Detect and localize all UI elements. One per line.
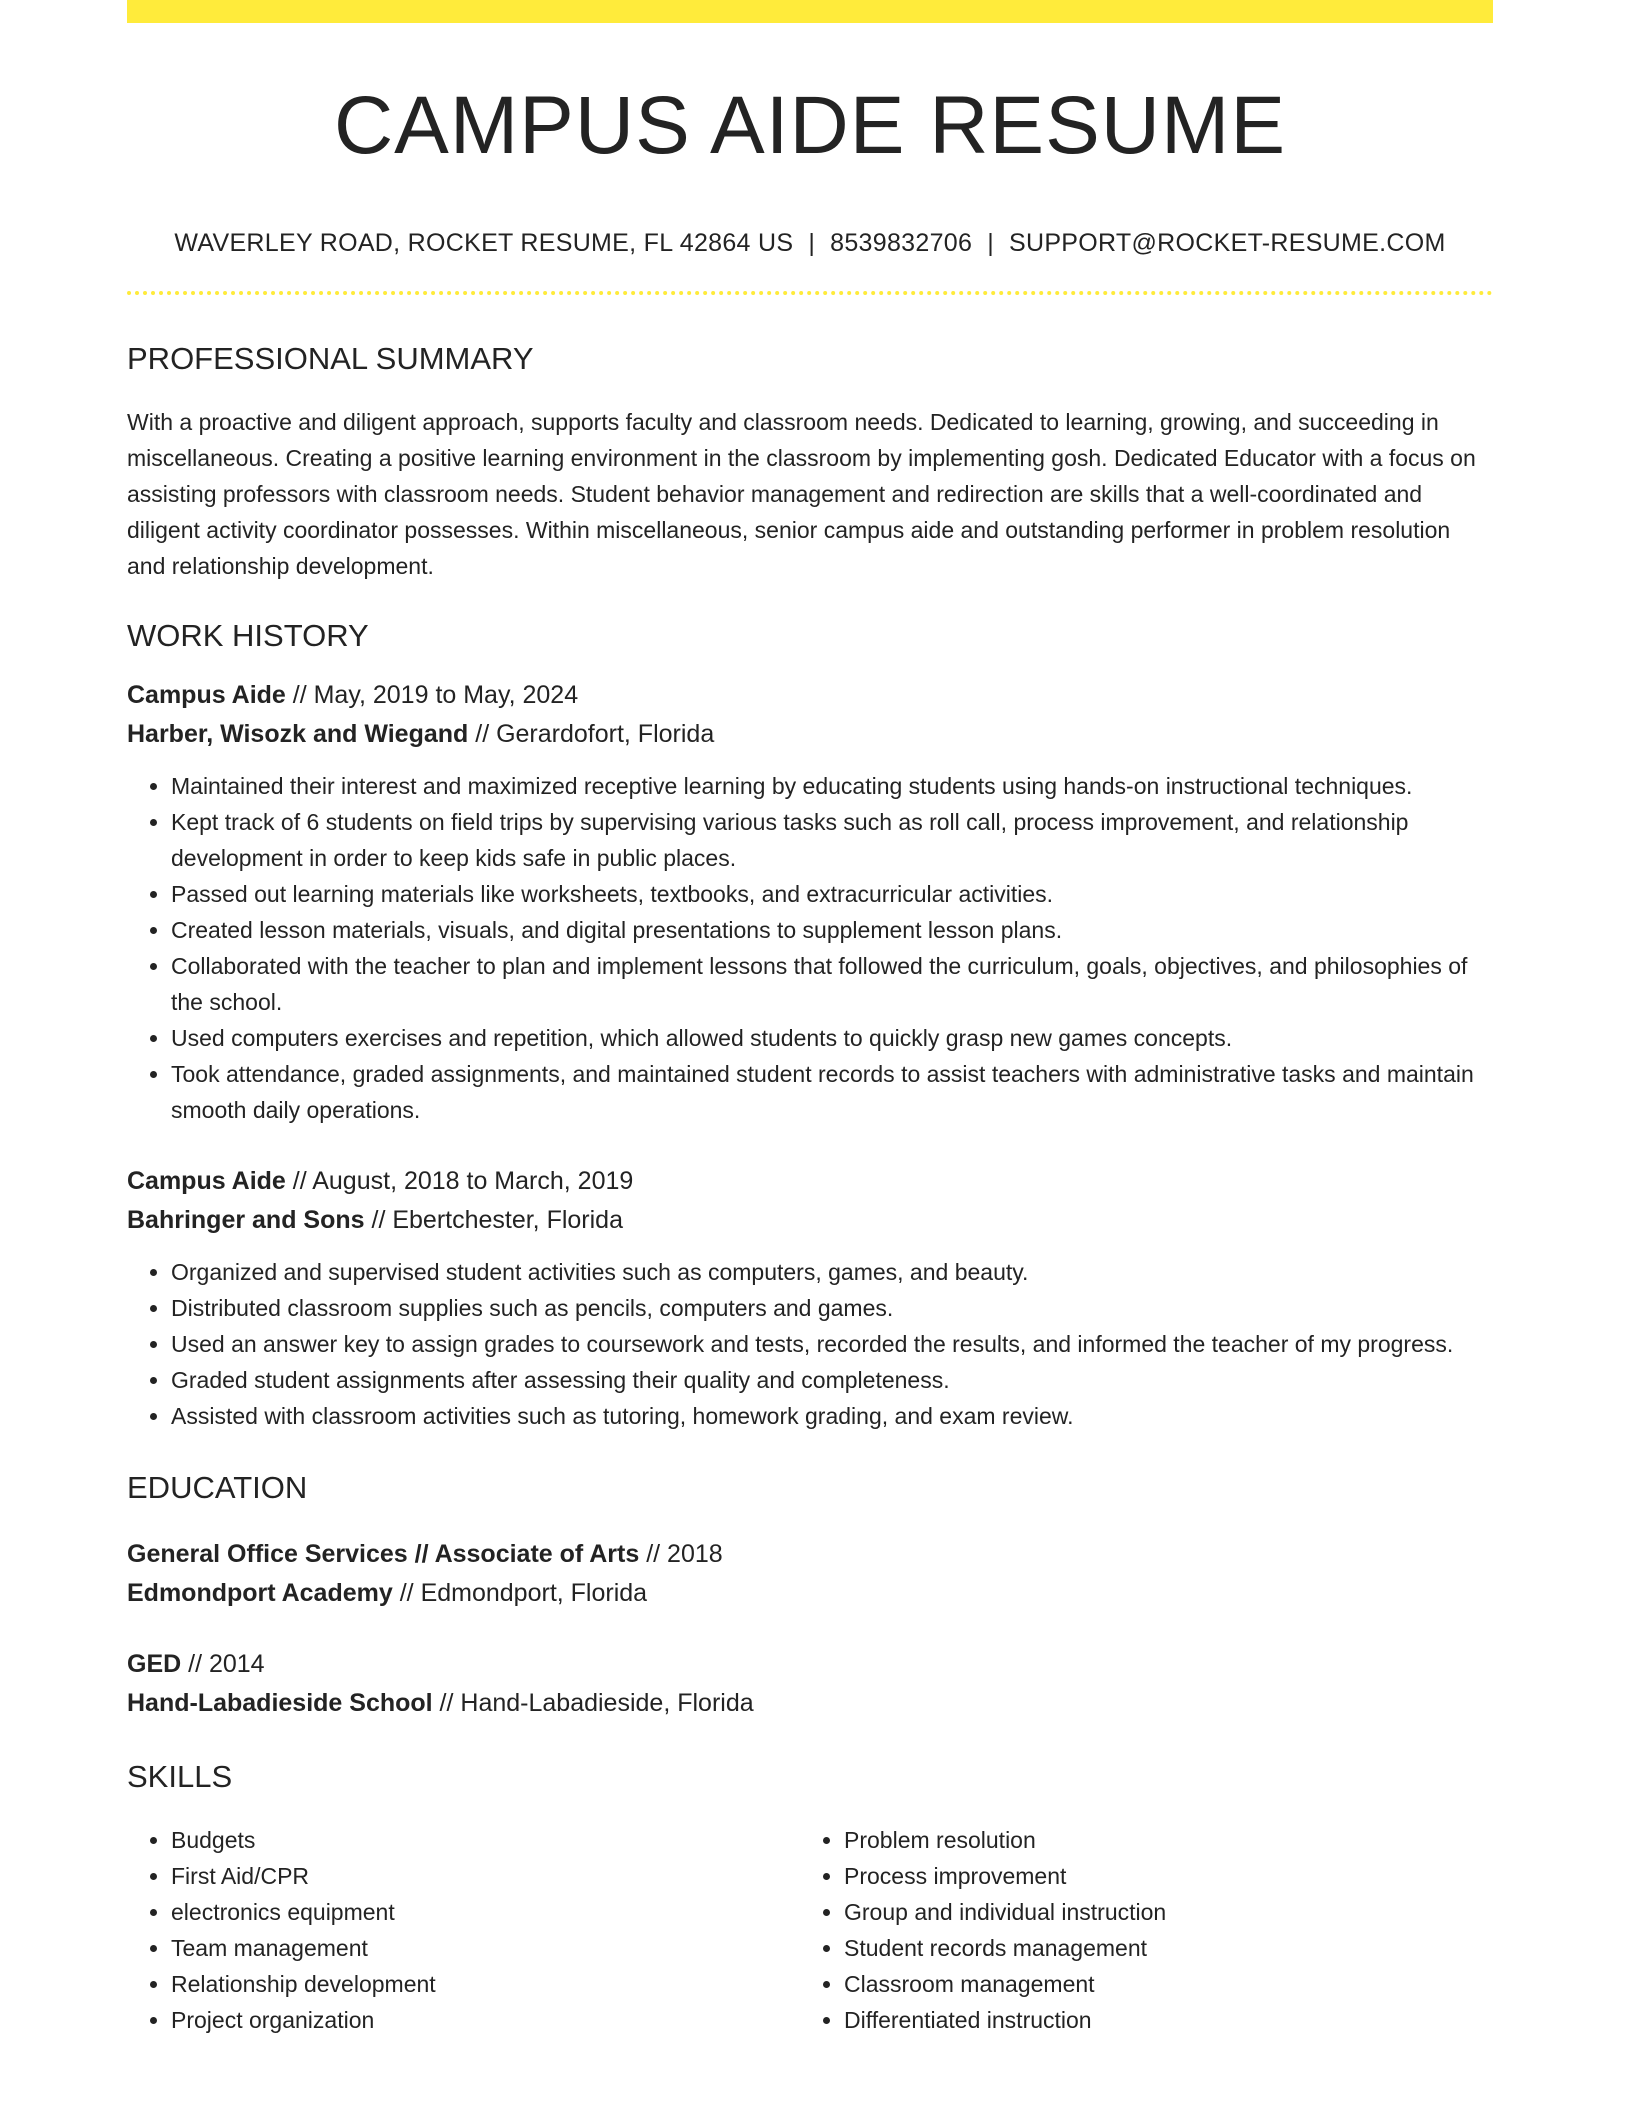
job-company-line (127, 715, 1493, 754)
job-bullet: • Passed out learning materials like worksheets, textbooks, and extracurricular activities. (171, 876, 1493, 912)
skills-column-right (800, 1822, 1473, 2038)
education-school: Hand-Labadieside School (127, 1689, 433, 1717)
contact-address: WAVERLEY ROAD, ROCKET RESUME, FL 42864 US (174, 229, 794, 257)
education-heading: EDUCATION (127, 1470, 308, 1505)
contact-line (127, 231, 1493, 256)
job-title-line (127, 676, 1493, 715)
job-bullet: • Used an answer key to assign grades to coursework and tests, recorded the results, and informed the teacher of my progress. (171, 1326, 1493, 1362)
job-bullets (127, 1254, 1493, 1434)
skills-heading: SKILLS (127, 1759, 233, 1794)
job-title: Campus Aide (127, 681, 286, 709)
job-location: // Gerardofort, Florida (468, 720, 715, 748)
education-degree-line (127, 1535, 1493, 1574)
top-accent-bar (127, 0, 1493, 23)
job-dates: // May, 2019 to May, 2024 (285, 681, 579, 709)
job-bullet: • Used computers exercises and repetition, which allowed students to quickly grasp new games concepts. (171, 1020, 1493, 1056)
summary-heading: PROFESSIONAL SUMMARY (127, 341, 534, 376)
work-history-heading: WORK HISTORY (127, 618, 369, 653)
resume-title: CAMPUS AIDE RESUME (333, 80, 1287, 171)
skill-item: • Process improvement (844, 1858, 1473, 1894)
job-bullet: • Assisted with classroom activities such as tutoring, homework grading, and exam review. (171, 1398, 1493, 1434)
contact-separator: | (987, 229, 994, 257)
skill-item: • Classroom management (844, 1966, 1473, 2002)
education-year: // 2018 (639, 1540, 723, 1568)
skills-column-left (127, 1822, 800, 2038)
education-school: Edmondport Academy (127, 1579, 393, 1607)
job-bullet: • Maintained their interest and maximized receptive learning by educating students using hands-on instructional techniques. (171, 768, 1493, 804)
job-bullet: • Collaborated with the teacher to plan and implement lessons that followed the curriculum, goals, objectives, and philosophies of the school. (171, 948, 1493, 1020)
skill-item: • First Aid/CPR (171, 1858, 800, 1894)
skill-item: • Team management (171, 1930, 800, 1966)
job-bullet: • Kept track of 6 students on field trips by supervising various tasks such as roll call, process improvement, and relationship development in order to keep kids safe in public places. (171, 804, 1493, 876)
skill-item: • Problem resolution (844, 1822, 1473, 1858)
contact-separator: | (808, 229, 816, 257)
skill-item: • Group and individual instruction (844, 1894, 1473, 1930)
job-company-line (127, 1201, 1493, 1240)
summary-text: With a proactive and diligent approach, supports faculty and classroom needs. Dedicated to learning, growing, and succeeding in miscellaneous. Creating a positive learning environment in the classroom by implementing gosh. Dedicated Educator with a focus on assisting professors with classroom needs. Student behavior management and redirection are skills that a well-coordinated and diligent activity coordinator possesses. Within miscellaneous, senior campus aide and outstanding performer in problem resolution and relationship development. (127, 409, 1476, 579)
job-dates: // August, 2018 to March, 2019 (285, 1167, 634, 1195)
resume-page (127, 0, 1493, 2038)
skill-item: • Project organization (171, 2002, 800, 2038)
job-entry (127, 676, 1493, 1128)
job-bullet: • Organized and supervised student activities such as computers, games, and beauty. (171, 1254, 1493, 1290)
job-title: Campus Aide (127, 1167, 286, 1195)
job-bullet: • Graded student assignments after assessing their quality and completeness. (171, 1362, 1493, 1398)
education-entry (127, 1535, 1493, 1613)
header-divider (127, 291, 1493, 295)
education-school-line (127, 1684, 1493, 1723)
skill-item: • Budgets (171, 1822, 800, 1858)
education-degree: GED (127, 1650, 182, 1678)
job-entry (127, 1162, 1493, 1434)
job-bullet: • Took attendance, graded assignments, and maintained student records to assist teachers with administrative tasks and maintain smooth daily operations. (171, 1056, 1493, 1128)
skill-item: • Differentiated instruction (844, 2002, 1473, 2038)
job-company: Harber, Wisozk and Wiegand (127, 720, 469, 748)
education-location: // Hand-Labadieside, Florida (432, 1689, 754, 1717)
education-degree-line (127, 1645, 1493, 1684)
job-bullet: • Created lesson materials, visuals, and digital presentations to supplement lesson plans. (171, 912, 1493, 948)
job-bullets (127, 768, 1493, 1128)
education-entry (127, 1645, 1493, 1723)
job-title-line (127, 1162, 1493, 1201)
skill-item: • Student records management (844, 1930, 1473, 1966)
skill-item: • Relationship development (171, 1966, 800, 2002)
skills-list (127, 1822, 1493, 2038)
job-company: Bahringer and Sons (127, 1206, 365, 1234)
job-location: // Ebertchester, Florida (364, 1206, 623, 1234)
contact-phone: 8539832706 (830, 229, 973, 257)
job-bullet: • Distributed classroom supplies such as pencils, computers and games. (171, 1290, 1493, 1326)
education-location: // Edmondport, Florida (392, 1579, 648, 1607)
contact-email: SUPPORT@ROCKET-RESUME.COM (1008, 229, 1446, 257)
education-year: // 2014 (181, 1650, 265, 1678)
education-degree: General Office Services // Associate of Arts (127, 1540, 640, 1568)
skill-item: • electronics equipment (171, 1894, 800, 1930)
education-school-line (127, 1574, 1493, 1613)
